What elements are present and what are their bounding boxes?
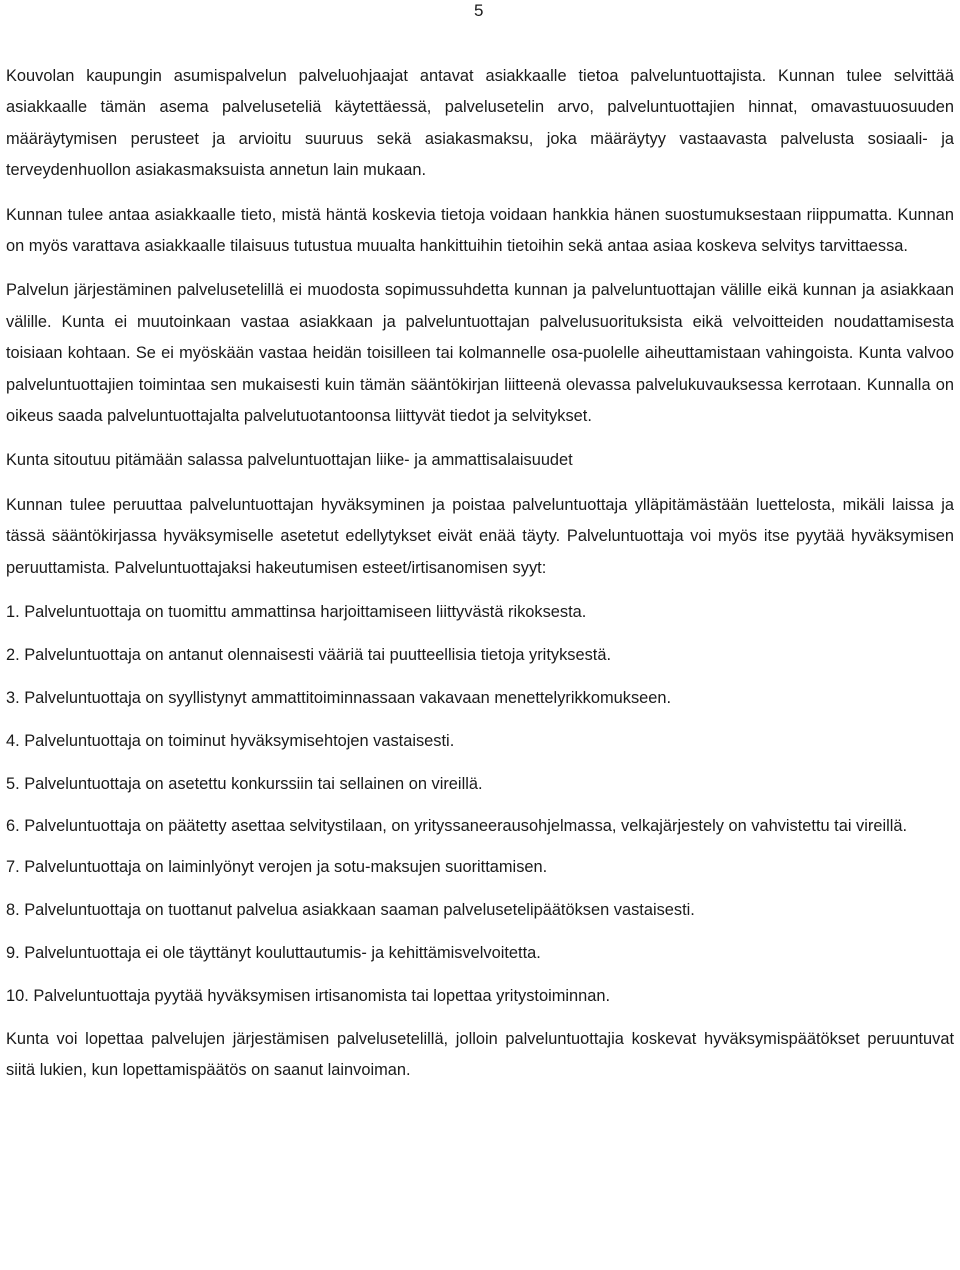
list-item: 3. Palveluntuottaja on syyllistynyt ammattitoiminnassaan vakavaan menettelyrikkomukseen. [6,688,672,707]
list-item: 5. Palveluntuottaja on asetettu konkurssiin tai sellainen on vireillä. [6,774,483,793]
paragraph-data-sources: Kunnan tulee antaa asiakkaalle tieto, mistä häntä koskevia tietoja voidaan hankkia hänen suostumuksestaan riippumatta. Kunnan on myös varattava asiakkaalle tilaisuus tutustua muualta hankittuihin tietoihin sekä antaa asiaa koskeva selvitys tarvittaessa. [6,205,954,256]
paragraph-no-contract-relationship: Palvelun järjestäminen palvelusetelillä ei muodosta sopimussuhdetta kunnan ja palveluntuottajan välille eikä kunnan ja asiakkaan välille. Kunta ei muutoinkaan vastaa asiakkaan ja palveluntuottajan palvelusuorituksista eikä velvoitteiden noudattamisesta toisiaan kohtaan. Se ei myöskään vastaa heidän toisilleen tai kolmannelle osa-puolelle aiheuttamistaan vahingoista. Kunta valvoo palveluntuottajien toimintaa sen mukaisesti kuin tämän sääntökirjan liitteenä olevassa palvelukuvauksessa kerrotaan. Kunnalla on oikeus saada palveluntuottajalta palvelutuotantoonsa liittyvät tiedot ja selvitykset. [6,281,954,426]
revocation-reasons-list [6,597,954,1012]
list-item: 10. Palveluntuottaja pyytää hyväksymisen irtisanomista tai lopettaa yritystoiminnan. [6,986,611,1005]
paragraph-confidentiality: Kunta sitoutuu pitämään salassa palveluntuottajan liike- ja ammattisalaisuudet [6,451,573,470]
list-item: 7. Palveluntuottaja on laiminlyönyt verojen ja sotu-maksujen suorittamisen. [6,858,548,877]
document-body [6,61,954,1100]
page-number: 5 [474,1,484,20]
list-item: 6. Palveluntuottaja on päätetty asettaa selvitystilaan, on yrityssaneerausohjelmassa, velkajärjestely on vahvistettu tai vireillä. [6,816,908,835]
paragraph-info-to-client: Kouvolan kaupungin asumispalvelun palveluohjaajat antavat asiakkaalle tietoa palveluntuottajista. Kunnan tulee selvittää asiakkaalle tämän asema palveluseteliä käytettäessä, palvelusetelin arvo, palveluntuottajien hinnat, omavastuuosuuden määräytymisen perusteet ja arvioitu suuruus sekä asiakasmaksu, joka määräytyy vastaavasta palvelusta sosiaali- ja terveydenhuollon asiakasmaksuista annetun lain mukaan. [6,67,954,180]
list-item: 4. Palveluntuottaja on toiminut hyväksymisehtojen vastaisesti. [6,731,455,750]
list-item: 1. Palveluntuottaja on tuomittu ammattinsa harjoittamiseen liittyvästä rikoksesta. [6,603,587,622]
list-item: 2. Palveluntuottaja on antanut olennaisesti vääriä tai puutteellisia tietoja yrityksestä. [6,646,611,664]
list-item: 9. Palveluntuottaja ei ole täyttänyt kouluttautumis- ja kehittämisvelvoitetta. [6,943,541,962]
list-item: 8. Palveluntuottaja on tuottanut palvelua asiakkaan saaman palvelusetelipäätöksen vastaisesti. [6,901,695,920]
paragraph-termination: Kunta voi lopettaa palvelujen järjestämisen palvelusetelillä, jolloin palveluntuottajia koskevat hyväksymispäätökset peruuntuvat siitä lukien, kun lopettamispäätös on saanut lainvoiman. [6,1029,954,1080]
paragraph-revocation: Kunnan tulee peruuttaa palveluntuottajan hyväksyminen ja poistaa palveluntuottaja ylläpitämästään luettelosta, mikäli laissa ja tässä sääntökirjassa hyväksymiselle asetetut edellytykset eivät enää täyty. Palveluntuottaja voi myös itse pyytää hyväksymisen peruuttamista. Palveluntuottajaksi hakeutumisen esteet/irtisanomisen syyt: [6,495,954,577]
